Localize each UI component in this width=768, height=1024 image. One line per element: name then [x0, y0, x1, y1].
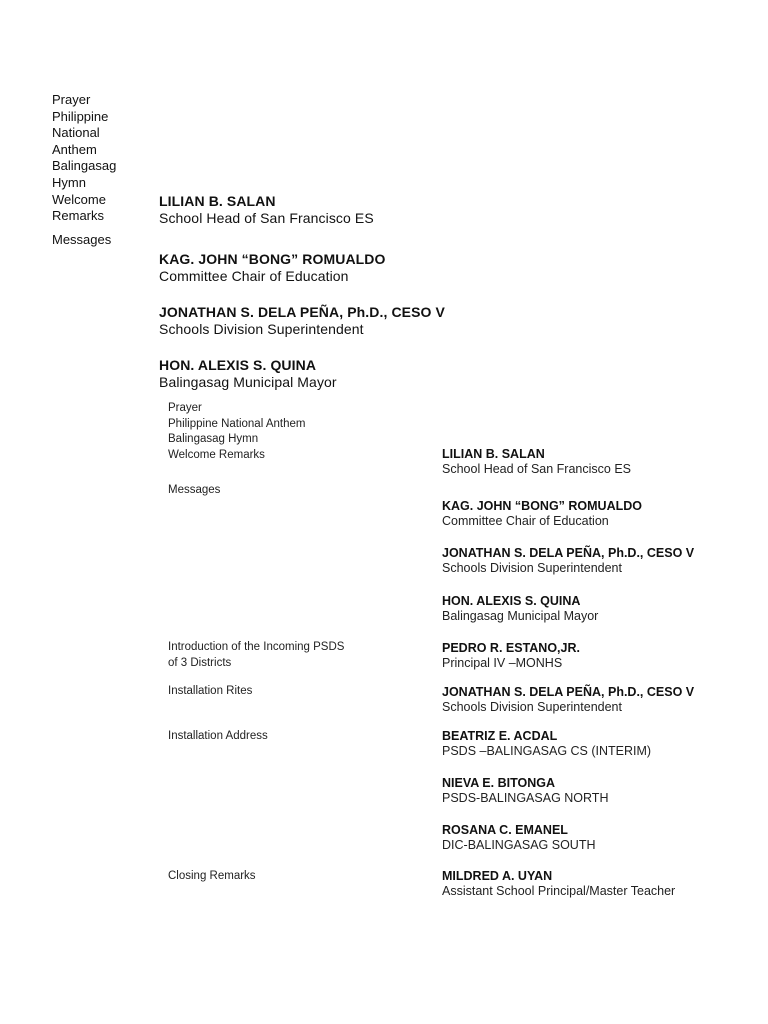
speaker-role: Committee Chair of Education: [442, 514, 609, 528]
speaker-block: [159, 304, 445, 337]
intro-label-line: Introduction of the Incoming PSDS: [168, 641, 345, 653]
speaker-role: Schools Division Superintendent: [442, 700, 622, 714]
program-item: Welcome Remarks: [168, 448, 265, 461]
speaker-block: [442, 823, 596, 852]
speaker-name: ROSANA C. EMANEL: [442, 823, 568, 837]
speaker-name: KAG. JOHN “BONG” ROMUALDO: [442, 499, 642, 513]
speaker-role: Schools Division Superintendent: [442, 561, 622, 575]
speaker-block: [442, 641, 580, 670]
speaker-role: School Head of San Francisco ES: [159, 210, 374, 226]
program-item: Prayer: [168, 402, 202, 414]
speaker-block: [442, 594, 598, 623]
speaker-role: Committee Chair of Education: [159, 268, 349, 284]
speaker-role: Schools Division Superintendent: [159, 321, 364, 337]
installation-rites-label: Installation Rites: [168, 685, 253, 697]
speaker-block: [159, 193, 374, 226]
program-line: Prayer: [52, 92, 91, 107]
program-line: National: [52, 125, 100, 141]
speaker-name: JONATHAN S. DELA PEÑA, Ph.D., CESO V: [159, 304, 445, 320]
speaker-name: KAG. JOHN “BONG” ROMUALDO: [159, 251, 386, 267]
speaker-block: [442, 499, 642, 528]
speaker-block: [159, 357, 337, 390]
speaker-block: [442, 776, 608, 805]
speaker-name: JONATHAN S. DELA PEÑA, Ph.D., CESO V: [442, 546, 695, 560]
speaker-name: PEDRO R. ESTANO,JR.: [442, 641, 580, 655]
speaker-role: School Head of San Francisco ES: [442, 462, 631, 476]
program-item: Balingasag Hymn: [168, 433, 259, 445]
program-line: Balingasag: [52, 158, 117, 174]
speaker-block: [442, 869, 675, 898]
program-line: Hymn: [52, 174, 86, 190]
speaker-name: MILDRED A. UYAN: [442, 869, 553, 883]
program-line: Anthem: [52, 141, 97, 157]
speaker-block: [442, 546, 694, 575]
speaker-name: NIEVA E. BITONGA: [442, 776, 555, 790]
speaker-role: DIC-BALINGASAG SOUTH: [442, 838, 596, 852]
speaker-role: PSDS –BALINGASAG CS (INTERIM): [442, 744, 652, 758]
speaker-role: Balingasag Municipal Mayor: [159, 374, 337, 390]
speaker-role: Assistant School Principal/Master Teacher: [442, 884, 676, 898]
program-item: Philippine National Anthem: [168, 417, 306, 430]
speaker-name: HON. ALEXIS S. QUINA: [159, 357, 317, 373]
speaker-block: [159, 251, 386, 284]
intro-label-line: of 3 Districts: [168, 656, 232, 669]
speaker-role: Principal IV –MONHS: [442, 656, 563, 670]
speaker-role: PSDS-BALINGASAG NORTH: [442, 791, 609, 805]
speaker-name: JONATHAN S. DELA PEÑA, Ph.D., CESO V: [442, 685, 695, 699]
speaker-role: Balingasag Municipal Mayor: [442, 609, 599, 623]
program-line: Remarks: [52, 208, 105, 224]
installation-address-label: Installation Address: [168, 730, 268, 742]
program-list-2: [168, 401, 305, 463]
speaker-name: LILIAN B. SALAN: [442, 447, 545, 461]
program-list-1: [52, 92, 116, 225]
speaker-block: [442, 447, 631, 476]
speaker-block: [442, 685, 694, 714]
intro-psds-label: [168, 640, 344, 671]
messages-label: Messages: [52, 232, 112, 247]
messages-label: Messages: [168, 484, 221, 496]
program-line: Welcome: [52, 191, 106, 207]
closing-remarks-label: Closing Remarks: [168, 870, 256, 882]
speaker-name: HON. ALEXIS S. QUINA: [442, 594, 581, 608]
program-line: Philippine: [52, 108, 109, 124]
speaker-name: LILIAN B. SALAN: [159, 193, 276, 209]
speaker-name: BEATRIZ E. ACDAL: [442, 729, 558, 743]
speaker-block: [442, 729, 651, 758]
